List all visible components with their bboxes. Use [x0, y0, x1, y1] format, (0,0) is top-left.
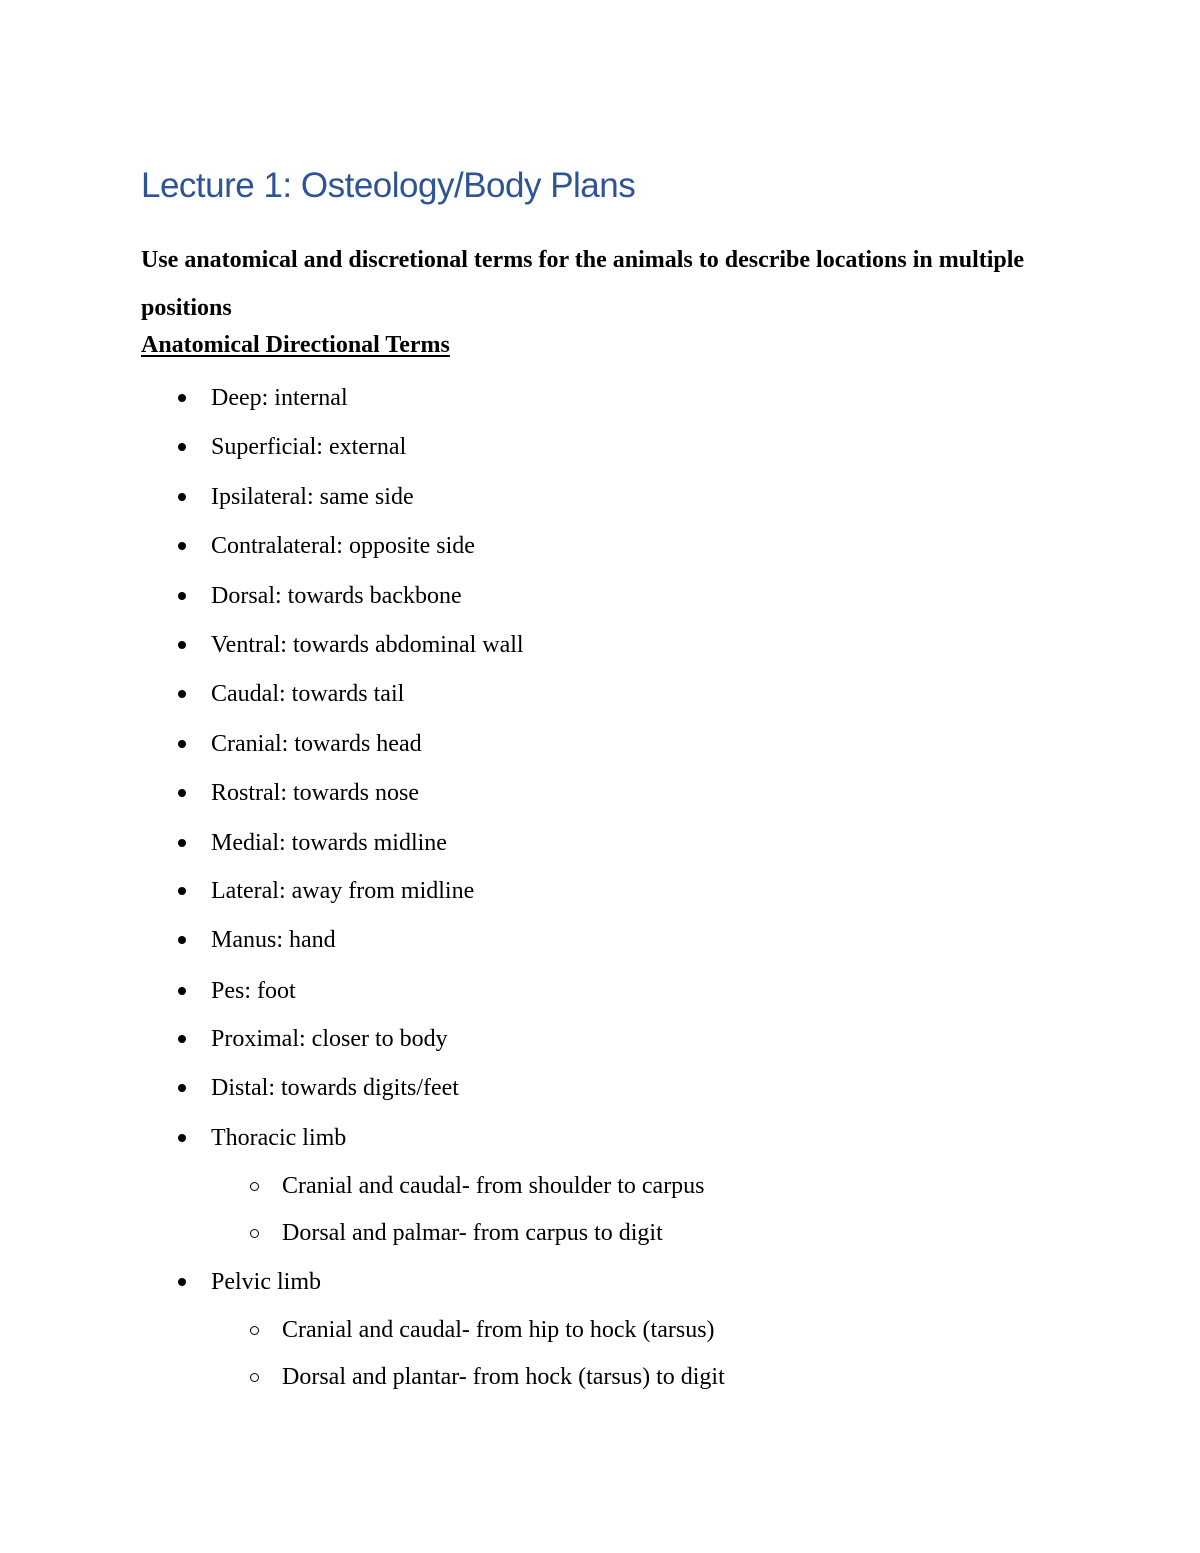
list-item-text: Pes: foot — [211, 978, 296, 1004]
page-title: Lecture 1: Osteology/Body Plans — [141, 166, 636, 205]
list-item-text: Dorsal: towards backbone — [211, 583, 462, 609]
list-item-text: Ipsilateral: same side — [211, 484, 414, 510]
list-item-text: Contralateral: opposite side — [211, 533, 475, 559]
list-item-text: Ventral: towards abdominal wall — [211, 632, 524, 658]
list-item-text: Pelvic limb — [211, 1269, 321, 1295]
bullet-icon — [178, 690, 186, 698]
bullet-icon — [178, 443, 186, 451]
list-item-text: Rostral: towards nose — [211, 780, 419, 806]
sub-list-item-text: Dorsal and plantar- from hock (tarsus) to digit — [282, 1364, 725, 1390]
hollow-circle-bullet-icon — [250, 1373, 259, 1382]
list-item-text: Distal: towards digits/feet — [211, 1075, 459, 1101]
sub-list-item-text: Dorsal and palmar- from carpus to digit — [282, 1220, 663, 1246]
bullet-icon — [178, 740, 186, 748]
bullet-icon — [178, 789, 186, 797]
list-item-text: Superficial: external — [211, 434, 407, 460]
bullet-icon — [178, 1035, 186, 1043]
hollow-circle-bullet-icon — [250, 1326, 259, 1335]
bullet-icon — [178, 1084, 186, 1092]
bullet-icon — [178, 641, 186, 649]
bullet-icon — [178, 987, 186, 995]
bullet-icon — [178, 1278, 186, 1286]
list-item-text: Lateral: away from midline — [211, 878, 475, 904]
list-item-text: Proximal: closer to body — [211, 1026, 448, 1052]
bullet-icon — [178, 839, 186, 847]
bullet-icon — [178, 1134, 186, 1142]
list-item-text: Thoracic limb — [211, 1125, 347, 1151]
section-heading: Anatomical Directional Terms — [141, 332, 450, 358]
list-item-text: Medial: towards midline — [211, 830, 447, 856]
hollow-circle-bullet-icon — [250, 1229, 259, 1238]
bullet-icon — [178, 542, 186, 550]
list-item-text: Manus: hand — [211, 927, 336, 953]
list-item-text: Deep: internal — [211, 385, 348, 411]
intro-statement: Use anatomical and discretional terms for the animals to describe locations in multiple positions — [141, 247, 1025, 321]
bullet-icon — [178, 493, 186, 501]
sub-list-item-text: Cranial and caudal- from hip to hock (tarsus) — [282, 1317, 715, 1343]
hollow-circle-bullet-icon — [250, 1182, 259, 1191]
bullet-icon — [178, 592, 186, 600]
list-item-text: Cranial: towards head — [211, 731, 422, 757]
list-item-text: Caudal: towards tail — [211, 681, 405, 707]
bullet-icon — [178, 936, 186, 944]
bullet-icon — [178, 394, 186, 402]
bullet-icon — [178, 887, 186, 895]
sub-list-item-text: Cranial and caudal- from shoulder to carpus — [282, 1173, 705, 1199]
